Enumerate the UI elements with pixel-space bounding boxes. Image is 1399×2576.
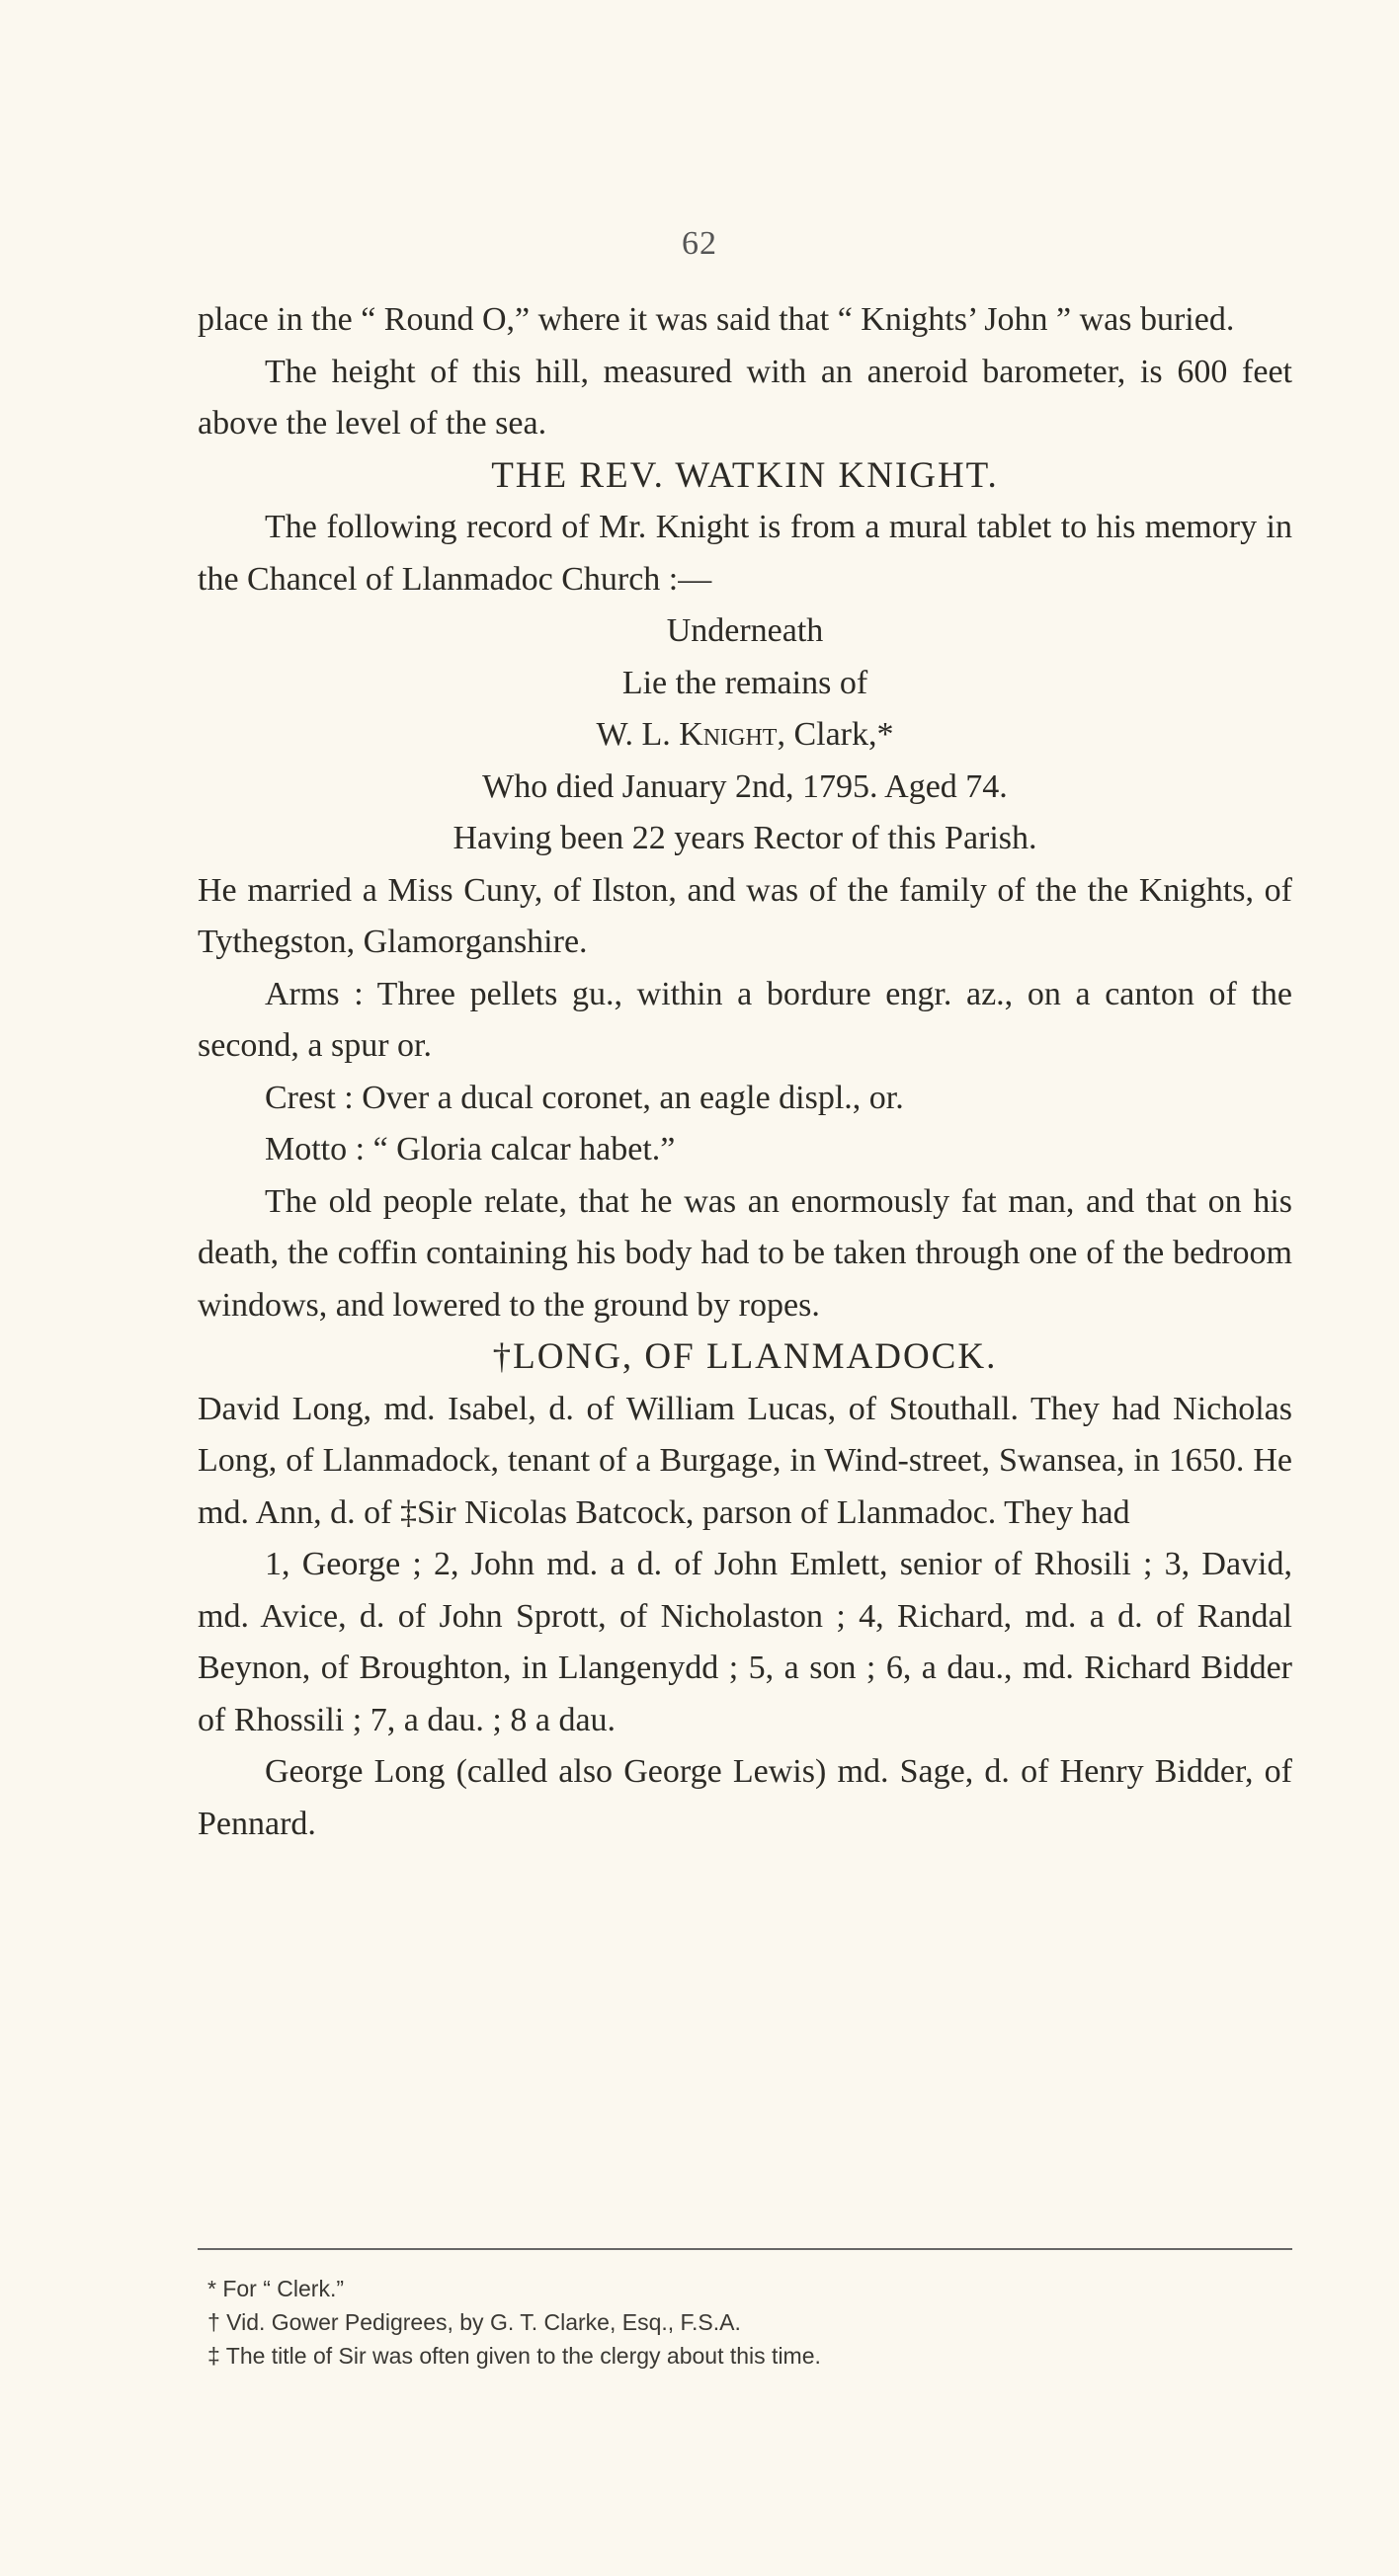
footnote: ‡ The title of Sir was often given to the clergy about this time. <box>207 2343 821 2369</box>
inscription-surname: Knight <box>679 716 778 753</box>
footnote: † Vid. Gower Pedigrees, by G. T. Clarke, Esq., F.S.A. <box>207 2309 741 2335</box>
paragraph-record-intro: The following record of Mr. Knight is from a mural tablet to his memory in the Chancel of Llanmadoc Church :— <box>198 509 1292 598</box>
paragraph-old-people: The old people relate, that he was an enormously fat man, and that on his death, the coffin containing his body had to be taken through one of the bedroom windows, and lowered to the ground by ropes. <box>198 1182 1292 1324</box>
paragraph-arms: Arms : Three pellets gu., within a bordure engr. az., on a canton of the second, a spur or. <box>198 975 1292 1064</box>
paragraph-children-list: 1, George ; 2, John md. a d. of John Emlett, senior of Rhosili ; 3, David, md. Avice, d. of John Sprott, of Nicholaston ; 4, Richard, md. a d. of Randal Beynon, of Broughton, in Llangenydd ; 5, a son ; 6, a dau., md. Richard Bidder of Rhossili ; 7, a dau. ; 8 a dau. <box>198 1546 1292 1738</box>
paragraph-marriage: He married a Miss Cuny, of Ilston, and was of the family of the the Knights, of Tythegston, Glamorganshire. <box>198 871 1292 960</box>
tablet-inscription <box>198 605 1292 865</box>
section-heading-long-family: †LONG, OF LLANMADOCK. <box>492 1336 998 1377</box>
footnote: * For “ Clerk.” <box>207 2276 344 2301</box>
inscription-line: Lie the remains of <box>621 664 868 701</box>
paragraph-david-long: David Long, md. Isabel, d. of William Lucas, of Stouthall. They had Nicholas Long, of Llanmadock, tenant of a Burgage, in Wind-street, Swansea, in 1650. He md. Ann, d. of ‡Sir Nicolas Batcock, parson of Llanmadoc. They had <box>198 1390 1292 1531</box>
paragraph-crest: Crest : Over a ducal coronet, an eagle displ., or. <box>265 1079 904 1116</box>
paragraph-continuation: place in the “ Round O,” where it was said that “ Knights’ John ” was buried. <box>198 301 1235 338</box>
inscription-line: Underneath <box>666 612 824 649</box>
inscription-title: , Clark,* <box>777 716 894 753</box>
footnotes <box>207 2272 1284 2373</box>
paragraph-hill-height: The height of this hill, measured with an aneroid barometer, is 600 feet above the level of the sea. <box>198 353 1292 442</box>
paragraph-george-long: George Long (called also George Lewis) md. Sage, d. of Henry Bidder, of Pennard. <box>198 1753 1292 1842</box>
page-number: 62 <box>682 225 717 262</box>
inscription-line: Having been 22 years Rector of this Parish. <box>453 820 1037 856</box>
footnote-divider <box>198 2248 1292 2250</box>
inscription-line <box>198 709 1292 762</box>
inscription-line: Who died January 2nd, 1795. Aged 74. <box>482 767 1008 805</box>
section-heading-watkin-knight: THE REV. WATKIN KNIGHT. <box>491 454 999 496</box>
inscription-initials: W. L. <box>596 716 680 753</box>
paragraph-motto: Motto : “ Gloria calcar habet.” <box>265 1131 676 1167</box>
main-text <box>198 294 1292 1850</box>
